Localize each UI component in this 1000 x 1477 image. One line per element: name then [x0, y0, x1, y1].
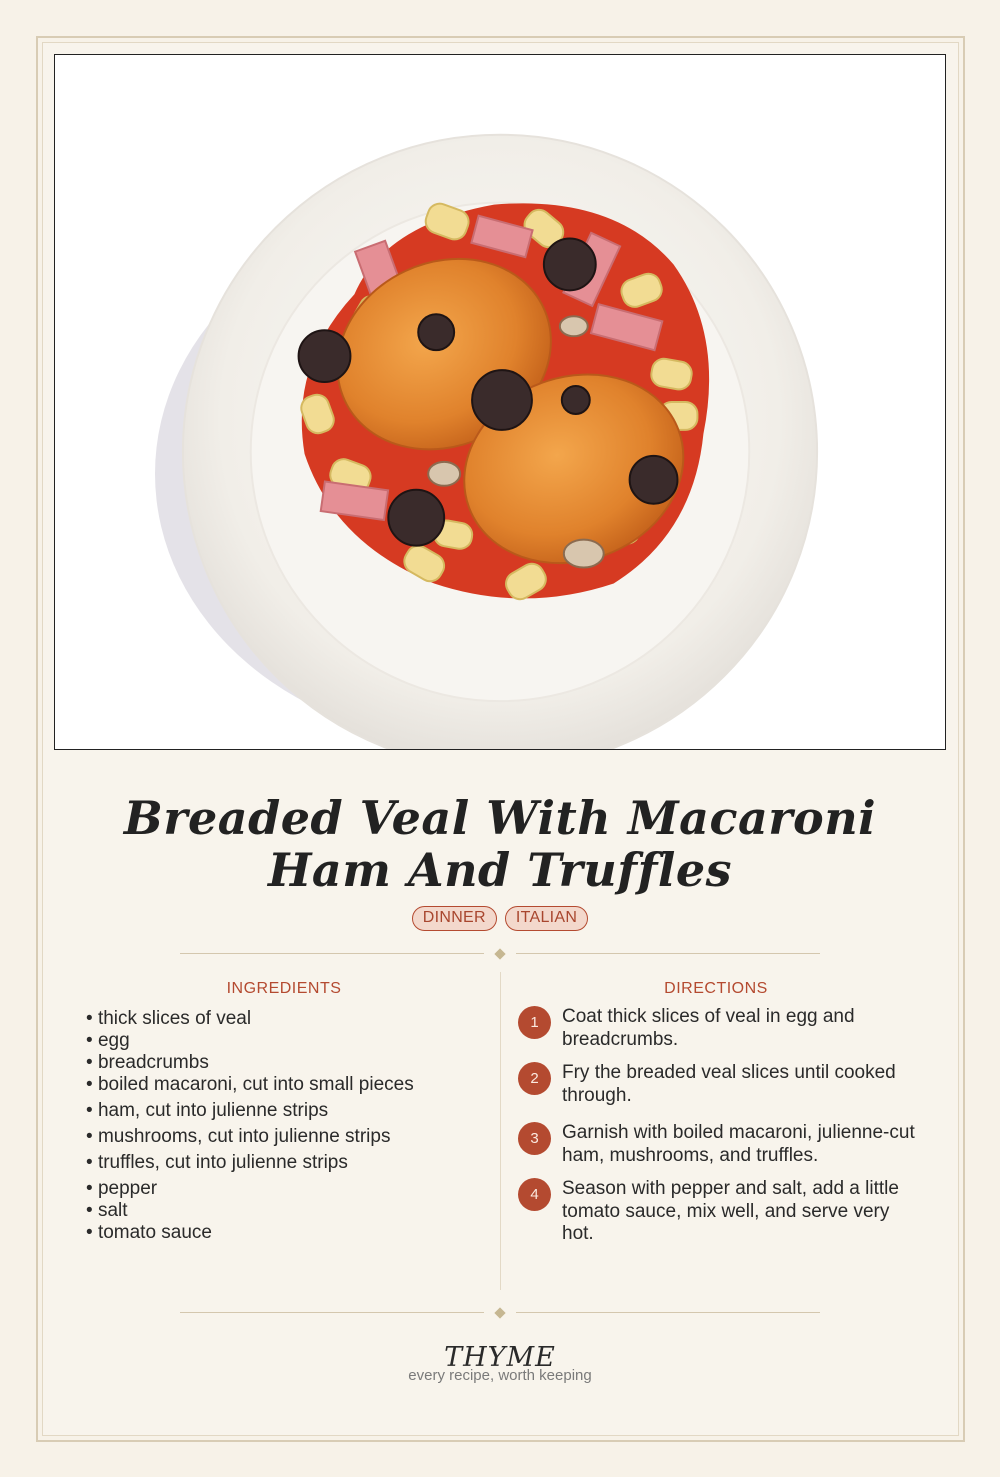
- direction-step: [518, 1062, 918, 1107]
- direction-step: [518, 1178, 918, 1246]
- direction-step: [518, 1006, 918, 1051]
- step-number-badge: 1: [518, 1006, 551, 1039]
- ingredients-list: [86, 1008, 486, 1244]
- bottom-divider: [180, 1307, 820, 1319]
- ingredient-item: • boiled macaroni, cut into small pieces: [86, 1074, 486, 1096]
- step-text: Fry the breaded veal slices until cooked through.: [562, 1062, 896, 1106]
- brand-tagline: every recipe, worth keeping: [408, 1367, 592, 1384]
- ingredient-item: • salt: [86, 1200, 486, 1222]
- ingredient-item: • thick slices of veal: [86, 1008, 486, 1030]
- direction-step: [518, 1122, 918, 1167]
- ingredient-item: • tomato sauce: [86, 1222, 486, 1244]
- step-text: Season with pepper and salt, add a little tomato sauce, mix well, and serve very hot.: [562, 1178, 899, 1244]
- diamond-ornament-icon: [494, 1307, 505, 1318]
- step-text: Coat thick slices of veal in egg and breadcrumbs.: [562, 1006, 855, 1050]
- ingredient-item: • breadcrumbs: [86, 1052, 486, 1074]
- tag-italian[interactable]: ITALIAN: [505, 906, 588, 931]
- ingredient-item: • egg: [86, 1030, 486, 1052]
- top-divider: [180, 948, 820, 960]
- step-text: Garnish with boiled macaroni, julienne-cut ham, mushrooms, and truffles.: [562, 1122, 915, 1166]
- step-number-badge: 4: [518, 1178, 551, 1211]
- brand-name: THYME: [444, 1342, 556, 1373]
- tag-list: [0, 906, 1000, 931]
- dish-illustration: [54, 54, 946, 750]
- ingredient-item: • pepper: [86, 1178, 486, 1200]
- step-number-badge: 3: [518, 1122, 551, 1155]
- recipe-title: Breaded Veal With Macaroni Ham And Truffles: [123, 791, 877, 897]
- ingredient-item: • ham, cut into julienne strips: [86, 1100, 486, 1122]
- ingredient-item: • truffles, cut into julienne strips: [86, 1152, 486, 1174]
- step-number-badge: 2: [518, 1062, 551, 1095]
- diamond-ornament-icon: [494, 948, 505, 959]
- column-separator: [500, 972, 501, 1290]
- tag-dinner[interactable]: DINNER: [412, 906, 497, 931]
- directions-heading: DIRECTIONS: [664, 980, 768, 997]
- directions-list: [518, 1006, 918, 1246]
- ingredient-item: • mushrooms, cut into julienne strips: [86, 1126, 486, 1148]
- ingredients-heading: INGREDIENTS: [226, 980, 342, 997]
